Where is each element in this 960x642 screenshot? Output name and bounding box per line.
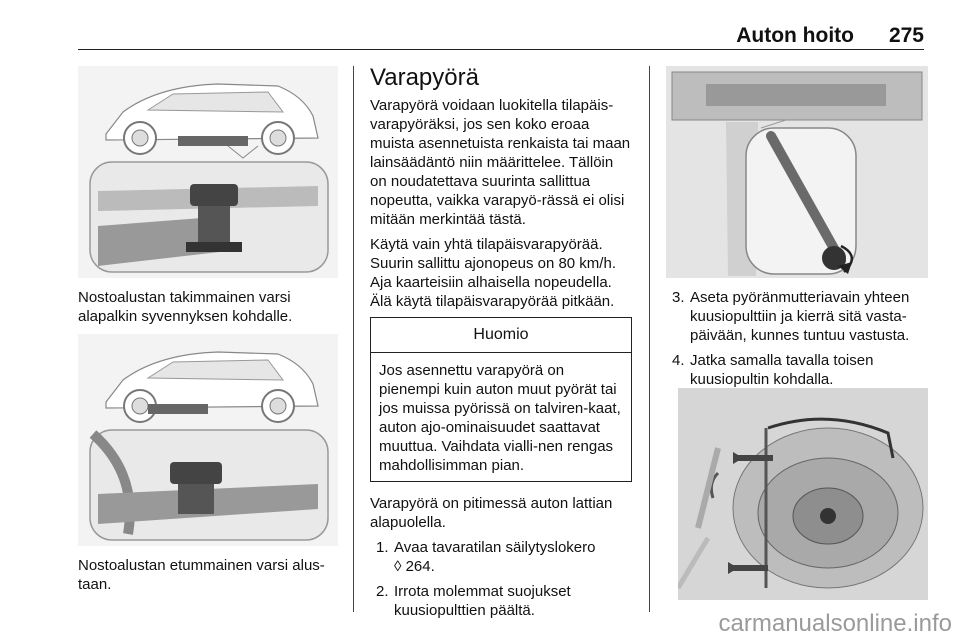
- step-number: 4.: [672, 352, 685, 369]
- step-number: 2.: [376, 583, 389, 600]
- step-text: Aseta pyöränmutteriavain yhteen kuusiopulttiin ja kierrä sitä vasta-päivään, kunnes tuntuu vastusta.: [690, 289, 910, 344]
- list-item: [370, 538, 632, 576]
- steps-list-1: [370, 538, 632, 620]
- list-item: [370, 582, 632, 620]
- steps-list-2: [666, 288, 928, 389]
- notice-title: Huomio: [371, 318, 631, 353]
- notice-box: [370, 317, 632, 482]
- page-reference-link[interactable]: ◊ 264.: [394, 558, 435, 575]
- column-divider-1: [353, 66, 354, 612]
- caption-front-arm: Nostoalustan etummainen varsi alus-taan.: [78, 557, 325, 593]
- list-item: [666, 288, 928, 345]
- lift-rear-arm-illustration: [78, 66, 338, 278]
- spare-wheel-drawing: [678, 388, 928, 600]
- watermark: carmanualsonline.info: [718, 610, 952, 637]
- steps-continued: [666, 288, 928, 395]
- paragraph-spare-location: Varapyörä on pitimessä auton lattian alapuolella.: [370, 495, 613, 531]
- trunk-wrench-drawing: [666, 66, 928, 278]
- step-text: Irrota molemmat suojukset kuusiopulttien päältä.: [394, 583, 571, 619]
- section-title: Auton hoito: [736, 24, 854, 47]
- step-text: Avaa tavaratilan säilytyslokero: [394, 539, 596, 556]
- list-item: [666, 351, 928, 389]
- column-divider-2: [649, 66, 650, 612]
- notice-body: Jos asennettu varapyörä on pienempi kuin auton muut pyörät tai jos muissa pyörissä on talviren-kaat, auton ajo-ominaisuudet saattavat muuttua. Vaihdata vialli-nen rengas mahdollisimman pian.: [379, 362, 621, 474]
- page-header: [78, 22, 924, 50]
- section-heading: Varapyörä: [370, 64, 479, 91]
- step-number: 1.: [376, 539, 389, 556]
- header-rule: [78, 49, 924, 50]
- step-number: 3.: [672, 289, 685, 306]
- spare-wheel-section: [370, 64, 632, 626]
- car-lift-rear-drawing: [78, 66, 338, 278]
- page-number: 275: [888, 24, 924, 47]
- paragraph-speed-limit: Käytä vain yhtä tilapäisvarapyörää. Suurin sallittu ajonopeus on 80 km/h. Aja kaarteisiin alhaisella nopeudella. Älä käytä tilapäisvarapyörää pitkään.: [370, 236, 616, 310]
- car-lift-front-drawing: [78, 334, 338, 546]
- spare-wheel-holder-illustration: [678, 388, 928, 600]
- caption-rear-arm: Nostoalustan takimmainen varsi alapalkin syvennyksen kohdalle.: [78, 289, 293, 325]
- wheel-wrench-illustration: [666, 66, 928, 278]
- step-text: Jatka samalla tavalla toisen kuusiopultin kohdalla.: [690, 352, 874, 388]
- paragraph-temporary-spare: Varapyörä voidaan luokitella tilapäis-varapyöräksi, jos sen koko eroaa muista asennetuista renkaista tai maan lainsäädäntö niin määrittelee. Tällöin on noudatettava suurinta sallittua nopeutta, vaikka varapyö-rässä ei olisi mitään merkintää tästä.: [370, 97, 631, 228]
- lift-front-arm-illustration: [78, 334, 338, 546]
